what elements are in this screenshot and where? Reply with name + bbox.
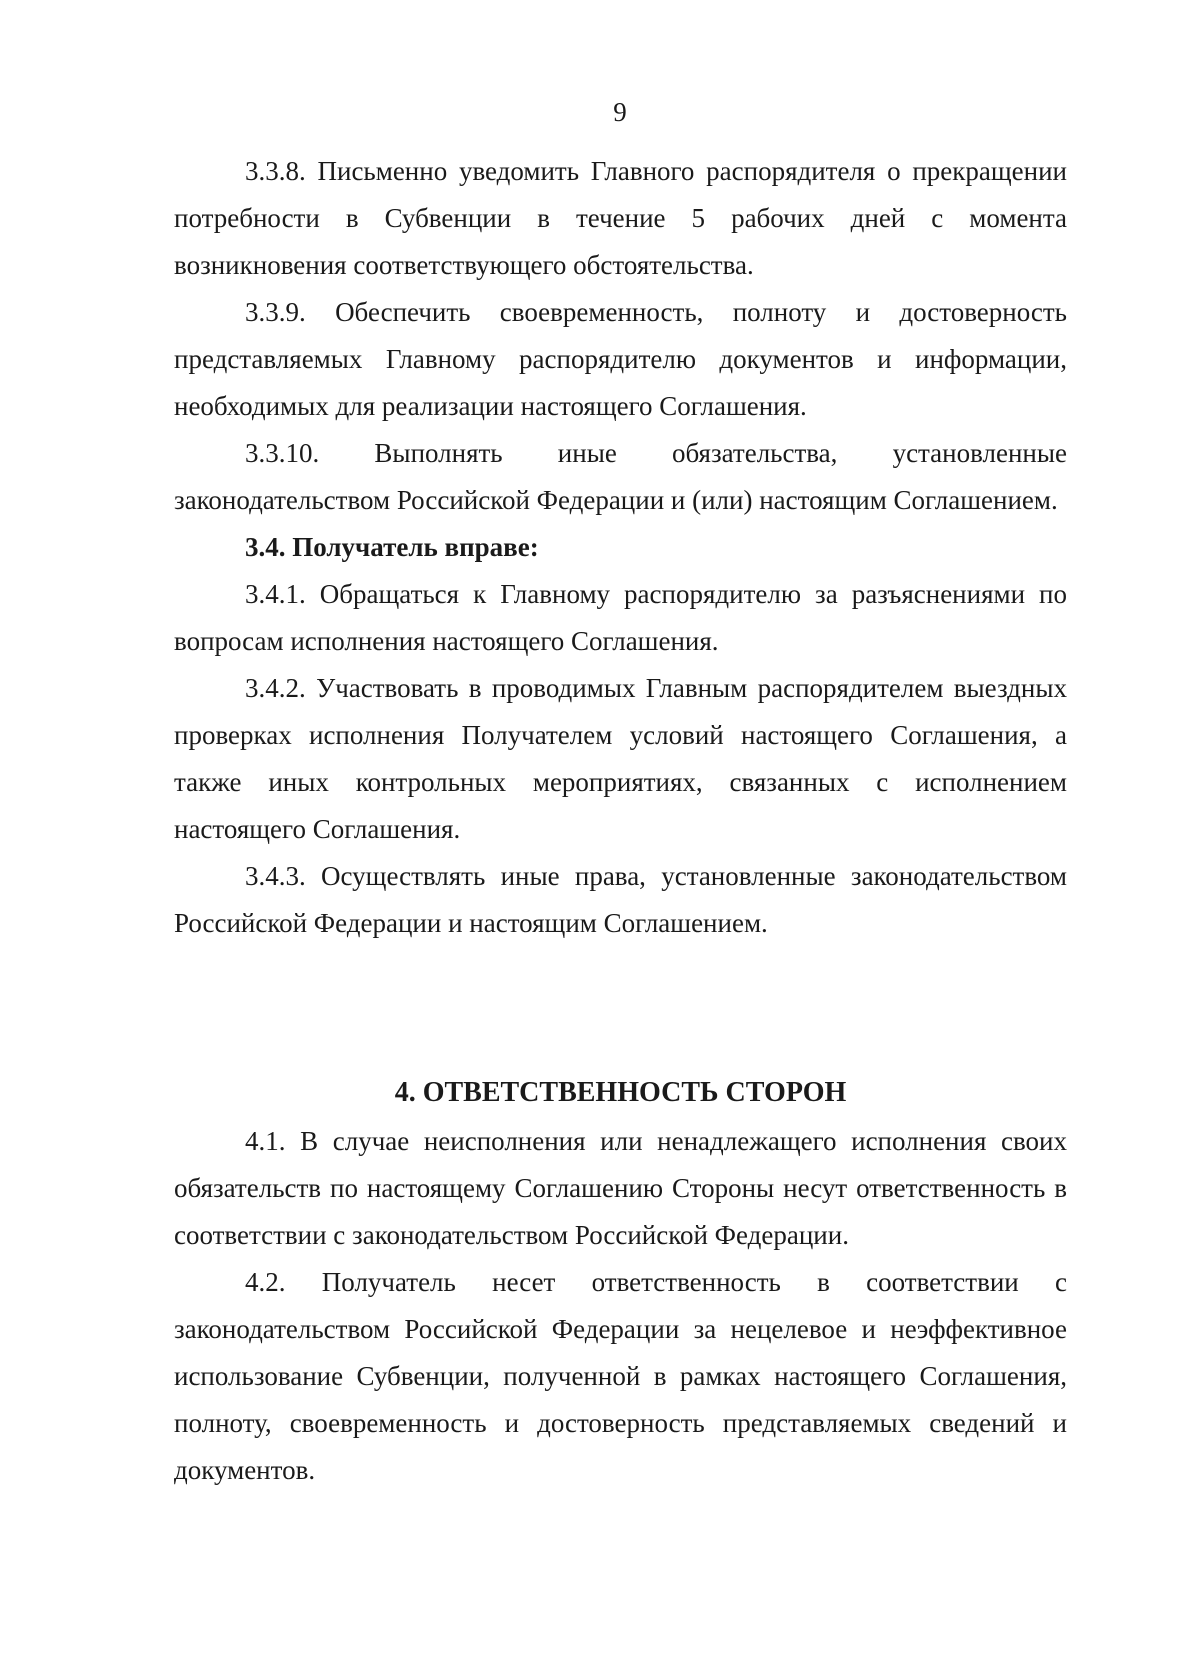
subsection-3-4-title: 3.4. Получатель вправе: bbox=[245, 532, 539, 562]
page-number: 9 bbox=[613, 97, 627, 127]
paragraph-4-1: 4.1. В случае неисполнения или ненадлежащего исполнения своих обязательств по настоящему Соглашению Стороны несут ответственность в соответствии с законодательством Российской Федерации. bbox=[174, 1126, 1067, 1250]
paragraph-3-3-10: 3.3.10. Выполнять иные обязательства, установленные законодательством Российской Федерации и (или) настоящим Соглашением. bbox=[174, 438, 1067, 515]
paragraph-4-2: 4.2. Получатель несет ответственность в соответствии с законодательством Российской Федерации за нецелевое и неэффективное использование Субвенции, полученной в рамках настоящего Соглашения, полноту, своевременность и достоверность представляемых сведений и документов. bbox=[174, 1267, 1067, 1485]
section-4-heading: 4. ОТВЕТСТВЕННОСТЬ СТОРОН bbox=[394, 1077, 847, 1108]
paragraph-3-3-8: 3.3.8. Письменно уведомить Главного распорядителя о прекращении потребности в Субвенции в течение 5 рабочих дней с момента возникновения соответствующего обстоятельства. bbox=[174, 156, 1067, 280]
section-4-body bbox=[174, 1118, 1067, 1494]
paragraph-3-4-3: 3.4.3. Осуществлять иные права, установленные законодательством Российской Федерации и настоящим Соглашением. bbox=[174, 861, 1067, 938]
paragraph-3-4-2: 3.4.2. Участвовать в проводимых Главным распорядителем выездных проверках исполнения Получателем условий настоящего Соглашения, а также иных контрольных мероприятиях, связанных с исполнением настоящего Соглашения. bbox=[174, 673, 1067, 844]
paragraph-3-3-9: 3.3.9. Обеспечить своевременность, полноту и достоверность представляемых Главному распорядителю документов и информации, необходимых для реализации настоящего Соглашения. bbox=[174, 297, 1067, 421]
section-3-body bbox=[174, 148, 1067, 947]
paragraph-3-4-1: 3.4.1. Обращаться к Главному распорядителю за разъяснениями по вопросам исполнения настоящего Соглашения. bbox=[174, 579, 1067, 656]
